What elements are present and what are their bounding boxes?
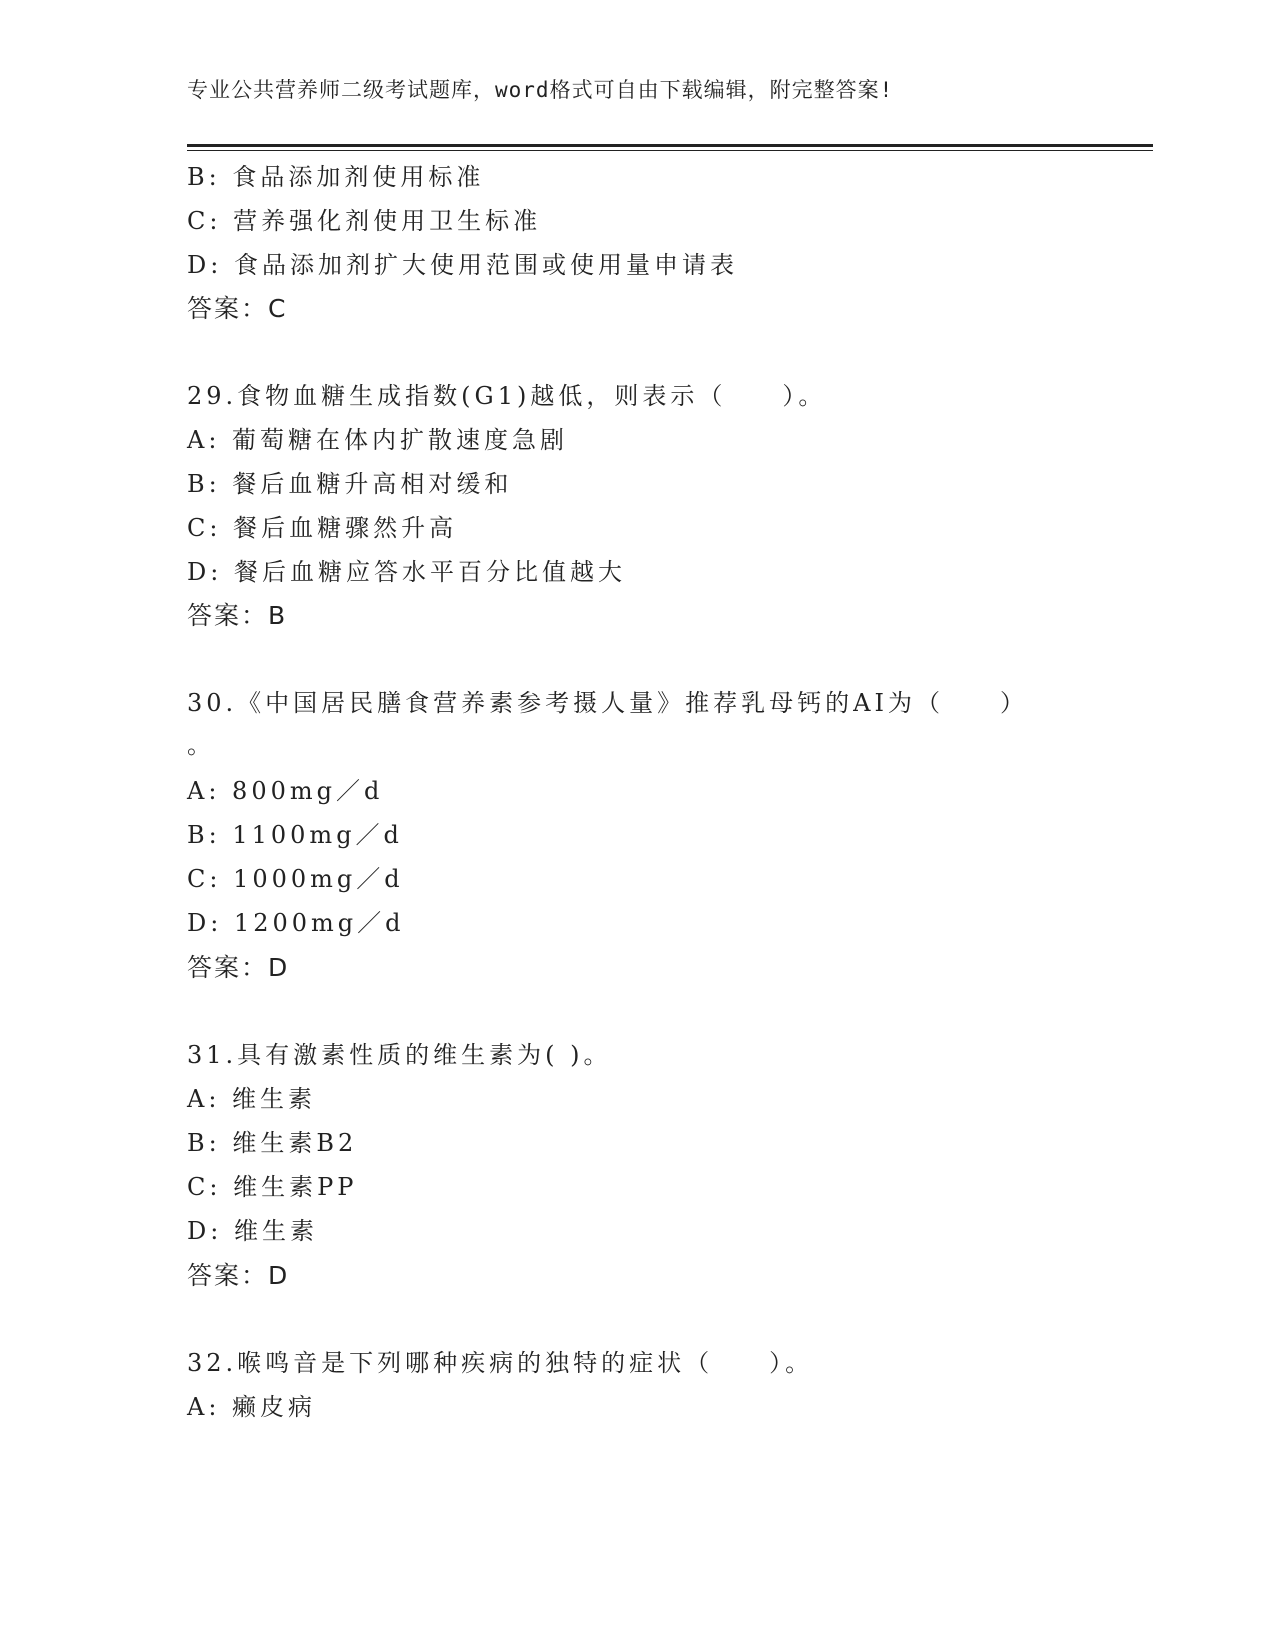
q31-option-a: A: 维生素 [187, 1085, 317, 1113]
q30-question: 30.《中国居民膳食营养素参考摄人量》推荐乳母钙的AI为（ ） [187, 689, 1028, 717]
q31-option-d: D: 维生素 [187, 1217, 318, 1245]
q31-option-b: B: 维生素B2 [187, 1129, 358, 1157]
q30-answer: 答案：D [187, 953, 290, 982]
q29-option-d: D: 餐后血糖应答水平百分比值越大 [187, 558, 626, 586]
q29-answer: 答案：B [187, 601, 288, 630]
q29-option-c: C: 餐后血糖骤然升高 [187, 514, 458, 542]
q31-answer: 答案：D [187, 1261, 290, 1290]
q28-option-c: C: 营养强化剂使用卫生标准 [187, 207, 542, 235]
q29-question: 29.食物血糖生成指数(G1)越低，则表示（ ）。 [187, 382, 827, 410]
q30-option-d: D: 1200mg／d [187, 909, 405, 937]
q30-option-b: B: 1100mg／d [187, 821, 403, 849]
q30-option-c: C: 1000mg／d [187, 865, 404, 893]
q32-question: 32.喉鸣音是下列哪种疾病的独特的症状（ ）。 [187, 1349, 814, 1377]
header-rule-thick [187, 144, 1153, 147]
q30-option-a: A: 800mg／d [187, 777, 384, 805]
header-rule-thin [187, 150, 1153, 151]
q28-answer: 答案：C [187, 294, 288, 323]
page-header: 专业公共营养师二级考试题库，word格式可自由下载编辑，附完整答案! [187, 78, 894, 102]
q32-option-a: A: 癞皮病 [187, 1393, 317, 1421]
q28-option-b: B: 食品添加剂使用标准 [187, 163, 485, 191]
q30-question-cont: 。 [187, 731, 215, 759]
q28-option-d: D: 食品添加剂扩大使用范围或使用量申请表 [187, 251, 738, 279]
q31-option-c: C: 维生素PP [187, 1173, 358, 1201]
q29-option-a: A: 葡萄糖在体内扩散速度急剧 [187, 426, 569, 454]
q31-question: 31.具有激素性质的维生素为( )。 [187, 1041, 612, 1069]
q29-option-b: B: 餐后血糖升高相对缓和 [187, 470, 513, 498]
